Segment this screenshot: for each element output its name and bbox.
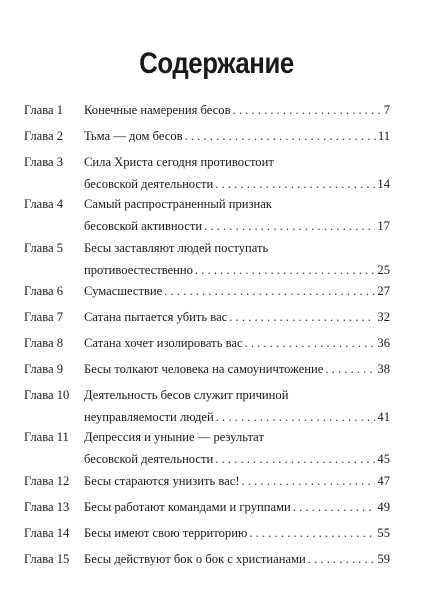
chapter-title-line [84,125,390,147]
chapter-title [84,125,390,147]
page-number: 11 [377,129,390,143]
chapter-number: Глава 9 [24,362,64,376]
chapter-title-line [84,99,390,121]
dot-leader [249,522,375,544]
chapter-title-line [84,193,390,215]
chapter-title [84,384,390,428]
chapter-title [84,99,390,121]
chapter-title [84,358,390,380]
dot-leader [195,259,375,281]
chapter-title [84,332,390,354]
chapter-title-text: Самый распространенный признак [84,197,272,211]
chapter-title-line [84,280,390,302]
page-number: 32 [377,310,390,324]
chapter-title-text: Деятельность бесов служит причиной [84,388,289,402]
chapter-title [84,151,390,195]
chapter-title-line [84,406,390,428]
dot-leader [185,125,376,147]
chapter-title-text: Сатана пытается убить вас [84,310,228,324]
chapter-title-text: Депрессия и уныние — результат [84,430,264,444]
dot-leader [325,358,375,380]
page-number: 25 [377,263,390,277]
page-number: 49 [377,500,390,514]
chapter-title-text: Бесы стараются унизить вас! [84,474,240,488]
page-number: 38 [377,362,390,376]
dot-leader [308,548,376,570]
chapter-title-text: Тьма — дом бесов [84,129,183,143]
chapter-number: Глава 8 [24,336,64,350]
chapter-number: Глава 7 [24,310,64,324]
chapter-title-line [84,306,390,328]
chapter-title [84,522,390,544]
chapter-title-line [84,237,390,259]
chapter-number: Глава 3 [24,155,64,169]
dot-leader [215,448,375,470]
chapter-title-line [84,522,390,544]
chapter-title-text: бесовской активности [84,219,203,233]
chapter-title-line [84,259,390,281]
chapter-title [84,496,390,518]
chapter-number: Глава 11 [24,430,69,444]
chapter-title-line [84,496,390,518]
page-number: 59 [377,552,390,566]
chapter-number: Глава 1 [24,103,64,117]
chapter-number: Глава 13 [24,500,70,514]
chapter-title-text: Сумасшествие [84,284,163,298]
page-number: 55 [377,526,390,540]
page-number: 27 [377,284,390,298]
page-number: 45 [377,452,390,466]
chapter-title [84,306,390,328]
chapter-title-line [84,470,390,492]
chapter-title-text: бесовской деятельности [84,177,214,191]
page-number: 17 [377,219,390,233]
page-number: 47 [377,474,390,488]
chapter-title-text: Сила Христа сегодня противостоит [84,155,274,169]
dot-leader [204,215,375,237]
chapter-number: Глава 4 [24,197,64,211]
dot-leader [215,173,375,195]
chapter-title-text: Бесы действуют бок о бок с христианами [84,552,306,566]
chapter-title-text: бесовской деятельности [84,452,214,466]
chapter-title-text: Бесы толкают человека на самоуничтожение [84,362,324,376]
chapter-number: Глава 14 [24,526,70,540]
chapter-title-text: неуправляемости людей [84,410,214,424]
chapter-title-text: противоестественно [84,263,193,277]
chapter-number: Глава 15 [24,552,70,566]
chapter-title-text: Сатана хочет изолировать вас [84,336,243,350]
chapter-title [84,426,390,470]
chapter-title-line [84,384,390,406]
chapter-title [84,548,390,570]
chapter-title-text: Бесы имеют свою территорию [84,526,248,540]
chapter-number: Глава 5 [24,241,64,255]
chapter-number: Глава 2 [24,129,64,143]
page-number: 41 [377,410,390,424]
chapter-number: Глава 12 [24,474,70,488]
dot-leader [229,306,375,328]
dot-leader [216,406,376,428]
dot-leader [164,280,375,302]
chapter-number: Глава 10 [24,388,70,402]
page-title: Содержание [139,47,294,81]
dot-leader [293,496,376,518]
dot-leader [242,470,376,492]
chapter-title-line [84,215,390,237]
chapter-title-line [84,358,390,380]
chapter-title [84,470,390,492]
chapter-title-line [84,173,390,195]
chapter-title-line [84,332,390,354]
chapter-title-text: Бесы работают командами и группами [84,500,291,514]
chapter-title-line [84,151,390,173]
page-number: 7 [383,103,390,117]
dot-leader [233,99,382,121]
chapter-title-line [84,548,390,570]
chapter-title-text: Конечные намерения бесов [84,103,231,117]
dot-leader [245,332,376,354]
chapter-title-line [84,448,390,470]
chapter-title [84,237,390,281]
chapter-title-line [84,426,390,448]
chapter-title-text: Бесы заставляют людей поступать [84,241,269,255]
page-number: 36 [377,336,390,350]
page-number: 14 [377,177,390,191]
chapter-title [84,280,390,302]
chapter-number: Глава 6 [24,284,64,298]
chapter-title [84,193,390,237]
